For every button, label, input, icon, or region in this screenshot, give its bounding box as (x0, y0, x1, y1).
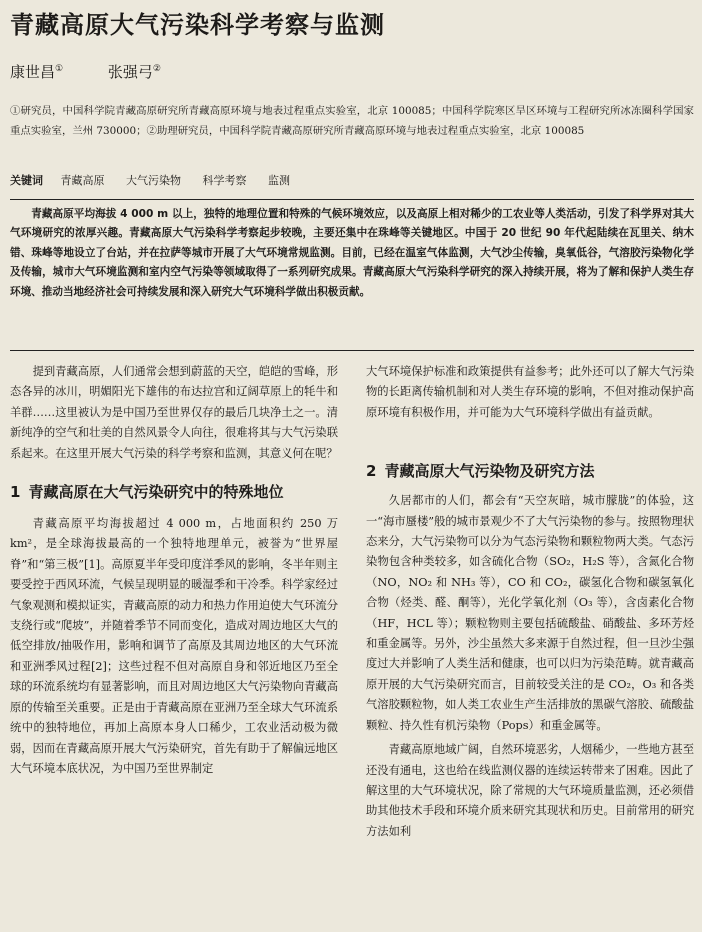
author-name: 康世昌 (10, 63, 56, 81)
section-1-heading (10, 480, 338, 504)
keyword: 大气污染物 (126, 174, 181, 187)
article-title: 青藏高原大气污染科学考察与监测 (10, 11, 385, 39)
section-number: 2 (366, 462, 377, 481)
section-2-heading (366, 459, 694, 483)
keywords-line (10, 172, 694, 190)
author-name: 张强弓 (107, 63, 153, 81)
body-paragraph: 久居都市的人们，都会有“天空灰暗，城市朦胧”的体验，这一“海市蜃楼”般的城市景观少不了大气污染物的参与。按照物理状态来分，大气污染物可以分为气态污染物和颗粒物两大类。气态污染物包含种类较多，如含硫化合物（SO₂，H₂S 等），含氮化合物（NO，NO₂ 和 NH₃ 等），CO 和 CO₂，碳氢化合物和碳氢氧化合物（烃类、醛、酮等），光化学氧化剂（O₃ 等），含卤素化合物（HF，HCL 等）；颗粒物则主要包括硫酸盐、硝酸盐、多环芳烃和重金属等。另外，沙尘虽然大多来源于自然过程，但一旦沙尘强度过大并影响了人类生活和健康，也可以归为污染范畴。就青藏高原开展的大气污染研究而言，目前较受关注的是 CO₂，O₃ 和各类气溶胶颗粒物，如人类工农业生产生活排放的黑碳气溶胶、硫酸盐颗粒、持久性有机污染物（Pops）和重金属等。 (366, 494, 694, 732)
abstract-bottom-rule (10, 350, 694, 351)
body-paragraph: 大气环境保护标准和政策提供有益参考；此外还可以了解大气污染物的长距离传输机制和对人类生存环境的影响，不但对推动保护高原环境有积极作用，并可能为大气环境科学做出有益贡献。 (366, 365, 694, 419)
keyword: 监测 (268, 174, 290, 187)
author-line (10, 62, 161, 82)
keywords-label: 关键词 (10, 174, 43, 187)
author-mark: ① (55, 64, 64, 74)
abstract: 青藏高原平均海拔 4 000 m 以上，独特的地理位置和特殊的气候环境效应，以及高原上相对稀少的工农业等人类活动，引发了科学界对其大气环境研究的浓厚兴趣。青藏高原大气污染科学考察起步较晚，主要还集中在珠峰等关键地区。中国于 20 世纪 90 年代起陆续在瓦里关、纳木错、珠峰等地设立了台站，并在拉萨等城市开展了大气环境常规监测。目前，已经在温室气体监测，大气沙尘传输，臭氧低谷，气溶胶污染物化学及传输，城市大气环境监测和室内空气污染等领域取得了一系列研究成果。青藏高原大气污染科学研究的深入持续开展，将为了解和保护人类生存环境、推动当地经济社会可持续发展和深入研究大气环境科学做出积极贡献。 (10, 208, 694, 298)
section-title: 青藏高原大气污染物及研究方法 (384, 462, 595, 481)
abstract-top-rule (10, 199, 694, 200)
section-title: 青藏高原在大气污染研究中的特殊地位 (28, 483, 284, 502)
section-number: 1 (10, 483, 21, 502)
intro-paragraph: 提到青藏高原，人们通常会想到蔚蓝的天空，皑皑的雪峰，形态各异的冰川，明媚阳光下雄伟的布达拉宫和辽阔草原上的牦牛和羊群……这里被认为是中国乃至世界仅存的最后几块净土之一。清新纯净的空气和壮美的自然风景令人向往，很难将其与大气污染联系起来。在这里开展大气污染的科学考察和监测，其意义何在呢？ (10, 365, 338, 460)
author-mark: ② (152, 64, 161, 74)
keyword: 青藏高原 (60, 174, 105, 187)
left-column (10, 362, 338, 779)
body-paragraph: 青藏高原地域广阔，自然环境恶劣，人烟稀少，一些地方甚至还没有通电，这也给在线监测仪器的连续运转带来了困难。因此了解这里的大气环境状况，除了常规的大气环境质量监测，还必须借助其他技术手段和环境介质来研究其现状和历史。目前常用的研究方法如利 (366, 743, 694, 838)
keyword: 科学考察 (202, 174, 247, 187)
right-column (366, 362, 694, 842)
body-paragraph: 青藏高原平均海拔超过 4 000 m，占地面积约 250 万 km²，是全球海拔最高的一个独特地理单元，被誉为“世界屋脊”和“第三极”[1]。高原夏半年受印度洋季风的影响，冬半年则主要受控于西风环流，气候呈现明显的暖湿季和干冷季。科学家经过气象观测和模拟证实，青藏高原的动力和热力作用迫使大气环流分支绕行或“爬坡”，并随着季节不同而变化，造成对周边地区大气的低空排放/抽吸作用，影响和调节了高原及其周边地区的大气环流和亚洲季风过程[2]；这些过程不但对高原自身和邻近地区乃至全球的环流系统均有显著影响，而且对周边地区大气污染物向青藏高原的传输至关重要。正是由于青藏高原在亚洲乃至全球大气环流系统中的独特地位，再加上高原本身人口稀少，工农业活动极为微弱，因而在青藏高原开展大气污染研究，首先有助于了解偏远地区大气环境本底状况，为中国乃至世界制定 (10, 517, 338, 775)
author-affiliations: ①研究员，中国科学院青藏高原研究所青藏高原环境与地表过程重点实验室，北京 100085；中国科学院寒区旱区环境与工程研究所冰冻圈科学国家重点实验室，兰州 730000；②助理研究员，中国科学院青藏高原研究所青藏高原环境与地表过程重点实验室，北京 100085 (10, 105, 694, 137)
